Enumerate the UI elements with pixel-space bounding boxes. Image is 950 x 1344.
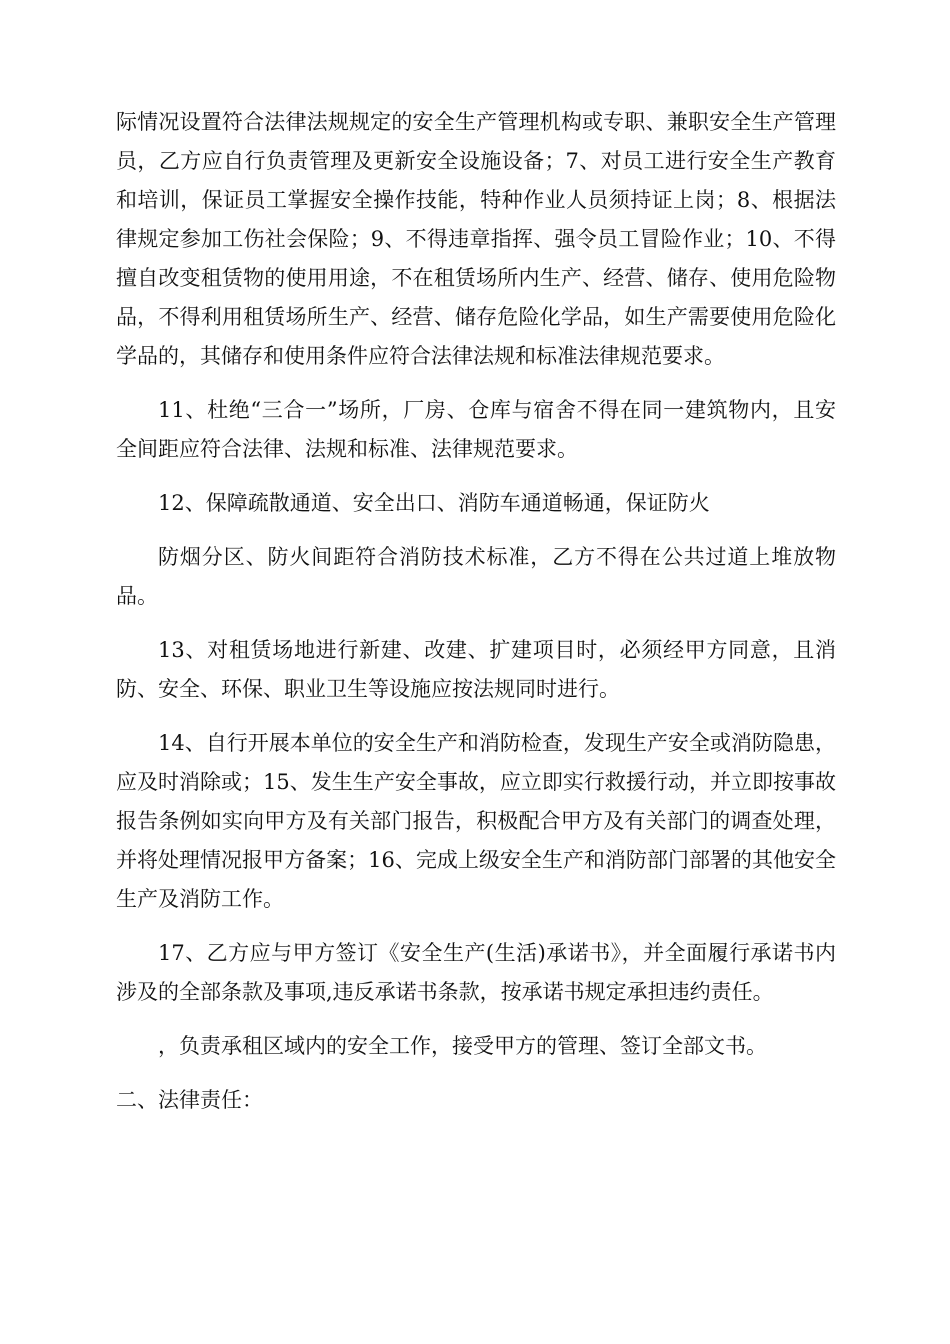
paragraph-item-12: 12、保障疏散通道、安全出口、消防车通道畅通，保证防火 — [158, 491, 710, 515]
document-body — [116, 103, 836, 1135]
section-heading-legal-liability: 二、法律责任： — [116, 1088, 263, 1112]
paragraph-item-13: 13、对租赁场地进行新建、改建、扩建项目时，必须经甲方同意，且消防、安全、环保、职业卫生等设施应按法规同时进行。 — [116, 638, 836, 701]
paragraph-item-17: 17、乙方应与甲方签订《安全生产(生活)承诺书》，并全面履行承诺书内涉及的全部条款及事项,违反承诺书条款，按承诺书规定承担违约责任。 — [116, 941, 836, 1004]
paragraph-responsibility: ，负责承租区域内的安全工作，接受甲方的管理、签订全部文书。 — [158, 1034, 767, 1058]
paragraph-safety-obligations: 际情况设置符合法律法规规定的安全生产管理机构或专职、兼职安全生产管理员，乙方应自行负责管理及更新安全设施设备；7、对员工进行安全生产教育和培训，保证员工掌握安全操作技能，特种作业人员须持证上岗；8、根据法律规定参加工伤社会保险；9、不得违章指挥、强令员工冒险作业；10、不得擅自改变租赁物的使用用途，不在租赁场所内生产、经营、储存、使用危险物品，不得利用租赁场所生产、经营、储存危险化学品，如生产需要使用危险化学品的，其储存和使用条件应符合法律法规和标准法律规范要求。 — [116, 110, 836, 368]
paragraph-item-11: 11、杜绝“三合一”场所，厂房、仓库与宿舍不得在同一建筑物内，且安全间距应符合法律、法规和标准、法律规范要求。 — [116, 398, 836, 461]
paragraph-item-14-16: 14、自行开展本单位的安全生产和消防检查，发现生产安全或消防隐患，应及时消除或；15、发生生产安全事故，应立即实行救援行动，并立即按事故报告条例如实向甲方及有关部门报告，积极配合甲方及有关部门的调查处理，并将处理情况报甲方备案；16、完成上级安全生产和消防部门部署的其他安全生产及消防工作。 — [116, 731, 836, 911]
paragraph-item-12-continued: 防烟分区、防火间距符合消防技术标准，乙方不得在公共过道上堆放物品。 — [116, 545, 836, 608]
